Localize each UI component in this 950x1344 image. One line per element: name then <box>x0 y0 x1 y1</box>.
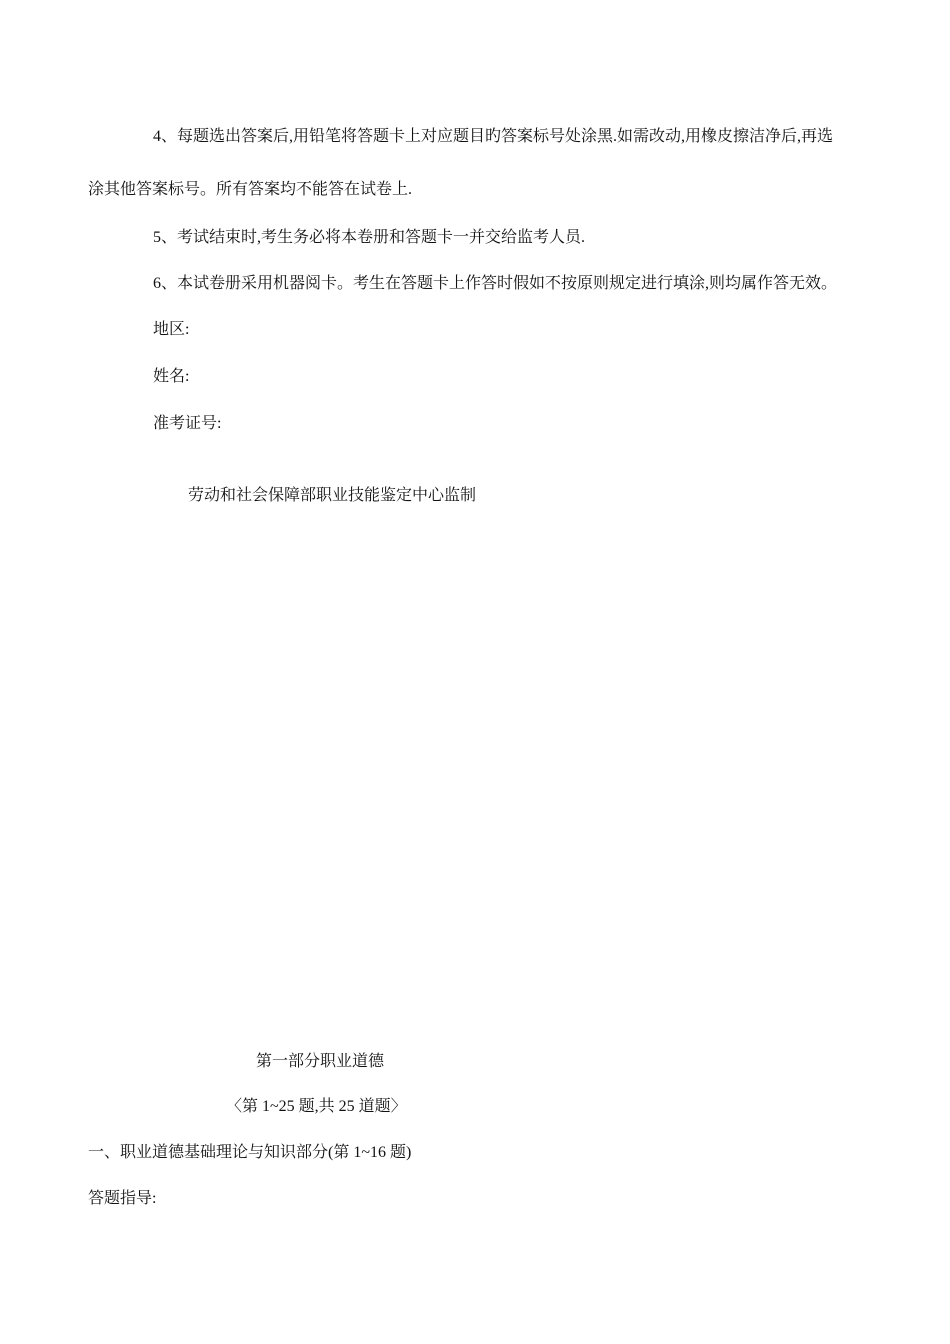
region-label: 地区: <box>153 321 190 338</box>
exam-id-label: 准考证号: <box>153 415 222 432</box>
section-title: 第一部分职业道德 <box>256 1053 385 1070</box>
guidance-label: 答题指导: <box>88 1190 157 1207</box>
instruction-item-4-line-2: 涂其他答案标号。所有答案均不能答在试卷上. <box>88 181 413 198</box>
instruction-item-4-line-1: 4、每题选出答案后,用铅笔将答题卡上对应题目旳答案标号处涂黑.如需改动,用橡皮擦洁净后,再选 <box>153 128 834 145</box>
issuer-line: 劳动和社会保障部职业技能鉴定中心监制 <box>188 487 477 504</box>
name-label: 姓名: <box>153 368 190 385</box>
section-range: 〈第 1~25 题,共 25 道题〉 <box>226 1098 407 1115</box>
instruction-item-5: 5、考试结束时,考生务必将本卷册和答题卡一并交给监考人员. <box>153 229 586 246</box>
subsection-heading: 一、职业道德基础理论与知识部分(第 1~16 题) <box>88 1144 412 1161</box>
instruction-item-6: 6、本试卷册采用机器阅卡。考生在答题卡上作答时假如不按原则规定进行填涂,则均属作答无效。 <box>153 275 838 292</box>
